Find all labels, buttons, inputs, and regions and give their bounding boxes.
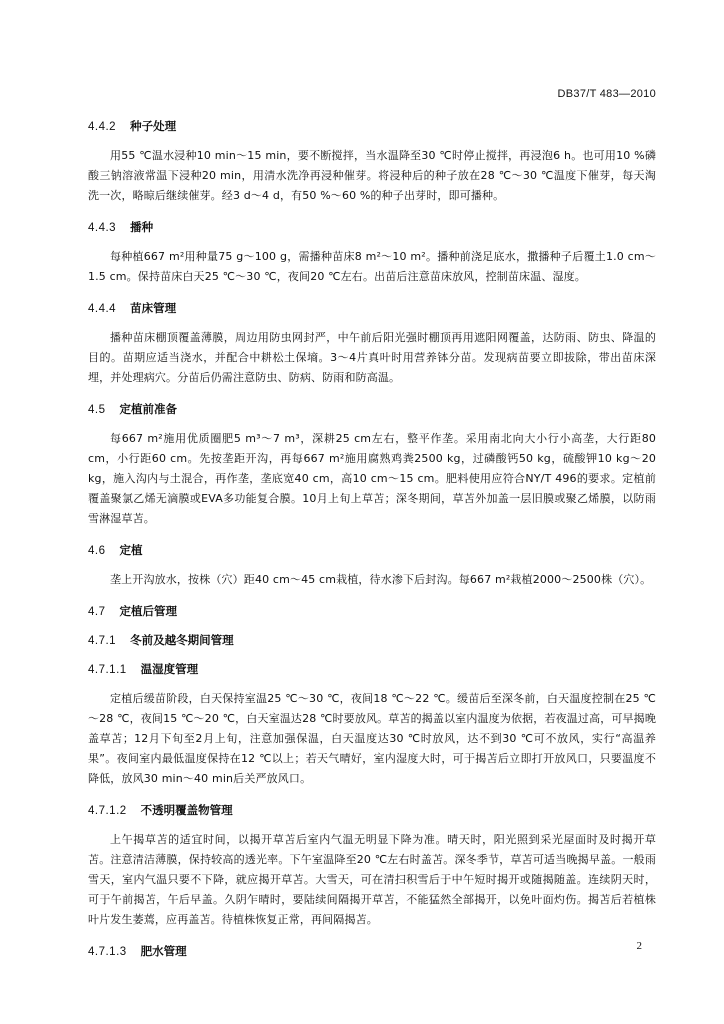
- section-heading: [88, 631, 656, 650]
- paragraph: 播种苗床棚顶覆盖薄膜，周边用防虫网封严，中午前后阳光强时棚顶再用遮阳网覆盖，达防雨、防虫、降温的目的。苗期应适当浇水，并配合中耕松土保墒。3～4片真叶时用营养钵分苗。发现病苗要立即拔除，带出苗床深埋，并处理病穴。分苗后仍需注意防虫、防病、防雨和防高温。: [88, 331, 656, 384]
- section-heading: [88, 602, 656, 621]
- section-heading: [88, 660, 656, 679]
- section-title: 冬前及越冬期间管理: [130, 633, 234, 647]
- section-heading: [88, 400, 656, 419]
- section-title: 不透明覆盖物管理: [140, 803, 233, 817]
- section-title: 苗床管理: [130, 301, 177, 315]
- section-heading: [88, 218, 656, 237]
- section-heading: [88, 541, 656, 560]
- section-number: 4.4.3: [88, 222, 117, 234]
- section-heading: [88, 801, 656, 820]
- paragraph: 垄上开沟放水，按株（穴）距40 cm～45 cm栽植，待水渗下后封沟。每667 m²栽植2000～2500株（穴）。: [110, 573, 652, 586]
- paragraph: 每种植667 m²用种量75 g～100 g，需播种苗床8 m²～10 m²。播种前浇足底水，撒播种子后覆土1.0 cm～1.5 cm。保持苗床白天25 ℃～30 ℃，夜间20 ℃左右。出苗后注意苗床放风，控制苗床温、湿度。: [88, 250, 656, 283]
- section-number: 4.7.1: [88, 635, 117, 647]
- section-number: 4.4.2: [88, 121, 117, 133]
- document-body: [88, 117, 656, 971]
- section-number: 4.7.1.3: [88, 946, 127, 958]
- section-title: 肥水管理: [140, 944, 187, 958]
- section-number: 4.5: [88, 404, 106, 416]
- paragraph: 用55 ℃温水浸种10 min～15 min，要不断搅拌，当水温降至30 ℃时停止搅拌，再浸泡6 h。也可用10 %磷酸三钠溶液常温下浸种20 min，用清水洗净再浸种催芽。将浸种后的种子放在28 ℃～30 ℃温度下催芽，每天淘洗一次，略晾后继续催芽。经3 d～4 d，有50 %～60 %的种子出芽时，即可播种。: [88, 149, 656, 202]
- paragraph: 每667 m²施用优质圈肥5 m³～7 m³，深耕25 cm左右，整平作垄。采用南北向大小行小高垄，大行距80 cm，小行距60 cm。先按垄距开沟，再每667 m²施用腐熟鸡粪2500 kg，过磷酸钙50 kg，硫酸钾10 kg～20 kg，施入沟内与土混合，再作垄，垄底宽40 cm，高10 cm～15 cm。肥料使用应符合NY/T 496的要求。定植前覆盖聚氯乙烯无滴膜或EVA多功能复合膜。10月上旬上草苫；深冬期间，草苫外加盖一层旧膜或聚乙烯膜，以防雨雪淋湿草苫。: [88, 432, 656, 525]
- section-number: 4.7.1.1: [88, 664, 127, 676]
- section-number: 4.7.1.2: [88, 805, 127, 817]
- section-title: 温湿度管理: [140, 662, 199, 676]
- section-number: 4.6: [88, 545, 106, 557]
- document-code: DB37/T 483—2010: [557, 88, 656, 100]
- section-heading: [88, 299, 656, 318]
- paragraph: 定植后缓苗阶段，白天保持室温25 ℃～30 ℃，夜间18 ℃～22 ℃。缓苗后至深冬前，白天温度控制在25 ℃～28 ℃，夜间15 ℃～20 ℃，白天室温达28 ℃时要放风。草苫的揭盖以室内温度为依据，若夜温过高，可早揭晚盖草苫；12月下旬至2月上旬，注意加强保温，白天温度达30 ℃时放风，达不到30 ℃可不放风，实行“高温养果”。夜间室内最低温度保持在12 ℃以上；若天气晴好，室内湿度大时，可于揭苫后立即打开放风口，只要温度不降低，放风30 min～40 min后关严放风口。: [88, 692, 656, 785]
- section-title: 定植前准备: [119, 402, 177, 416]
- section-title: 定植后管理: [119, 604, 177, 618]
- page-number: 2: [636, 940, 642, 952]
- section-heading: [88, 117, 656, 136]
- section-number: 4.7: [88, 606, 106, 618]
- section-heading: [88, 942, 656, 961]
- section-title: 播种: [130, 220, 154, 234]
- paragraph: 上午揭草苫的适宜时间，以揭开草苫后室内气温无明显下降为准。晴天时，阳光照到采光屋面时及时揭开草苫。注意清洁薄膜，保持较高的透光率。下午室温降至20 ℃左右时盖苫。深冬季节，草苫可适当晚揭早盖。一般雨雪天，室内气温只要不下降，就应揭开草苫。大雪天，可在清扫积雪后于中午短时揭开或随揭随盖。连续阴天时，可于午前揭苫，午后早盖。久阴乍晴时，要陆续间隔揭开草苫，不能猛然全部揭开，以免叶面灼伤。揭苫后若植株叶片发生萎蔫，应再盖苫。待植株恢复正常，再间隔揭苫。: [88, 833, 656, 926]
- section-title: 种子处理: [130, 119, 177, 133]
- section-title: 定植: [119, 543, 143, 557]
- section-number: 4.4.4: [88, 303, 117, 315]
